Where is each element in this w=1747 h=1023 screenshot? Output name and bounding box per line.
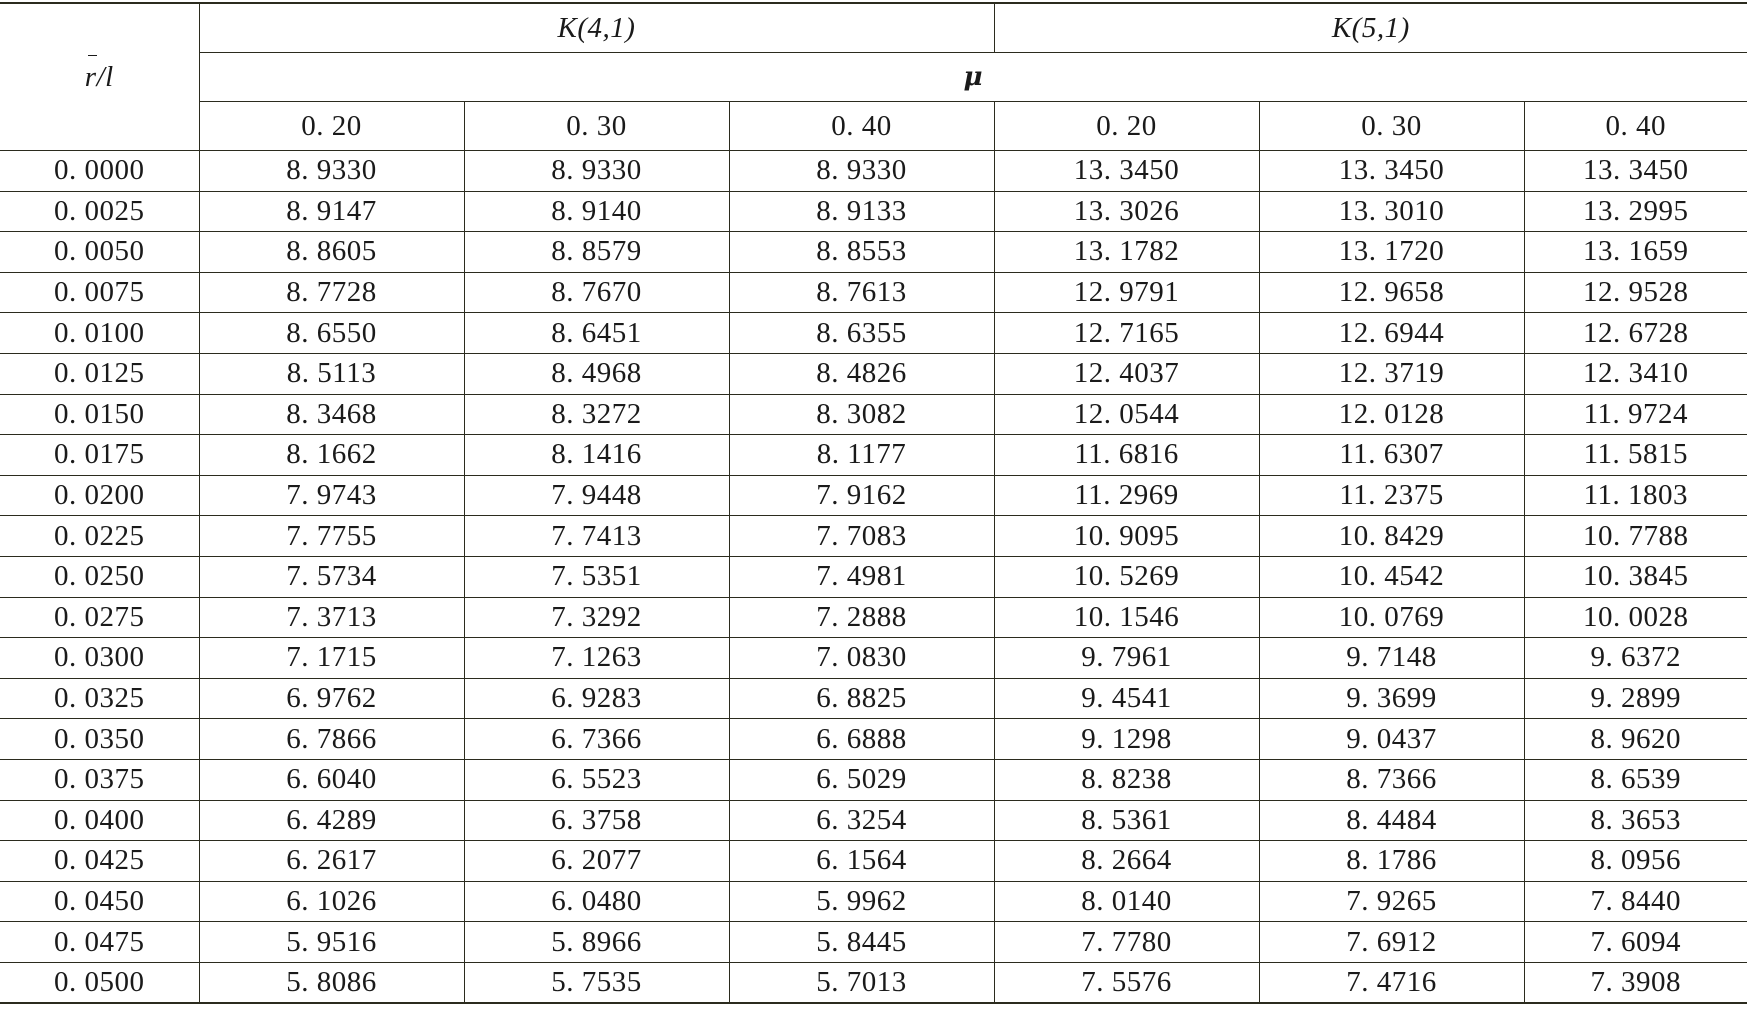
ratio-cell: 0. 0175 xyxy=(0,435,199,476)
ratio-cell: 0. 0300 xyxy=(0,638,199,679)
coefficient-cell: 6. 9762 xyxy=(199,678,464,719)
coefficient-cell: 8. 7728 xyxy=(199,272,464,313)
ratio-cell: 0. 0475 xyxy=(0,922,199,963)
mu-value-header: 0. 30 xyxy=(1259,102,1524,151)
table-header xyxy=(0,3,1747,151)
coefficient-cell: 9. 4541 xyxy=(994,678,1259,719)
coefficient-cell: 8. 1177 xyxy=(729,435,994,476)
coefficient-cell: 8. 8238 xyxy=(994,759,1259,800)
coefficient-cell: 11. 6307 xyxy=(1259,435,1524,476)
table-row xyxy=(0,475,1747,516)
table-row xyxy=(0,272,1747,313)
coefficient-cell: 8. 3082 xyxy=(729,394,994,435)
table-row xyxy=(0,638,1747,679)
mu-value-header: 0. 40 xyxy=(729,102,994,151)
coefficient-cell: 7. 0830 xyxy=(729,638,994,679)
coefficient-cell: 8. 4484 xyxy=(1259,800,1524,841)
coefficient-cell: 7. 9743 xyxy=(199,475,464,516)
coefficient-cell: 12. 0544 xyxy=(994,394,1259,435)
coefficient-cell: 6. 2617 xyxy=(199,841,464,882)
table-row xyxy=(0,922,1747,963)
coefficient-cell: 8. 6355 xyxy=(729,313,994,354)
ratio-cell: 0. 0050 xyxy=(0,232,199,273)
coefficient-cell: 10. 9095 xyxy=(994,516,1259,557)
coefficient-cell: 8. 9133 xyxy=(729,191,994,232)
coefficient-cell: 8. 0140 xyxy=(994,881,1259,922)
coefficient-cell: 6. 7366 xyxy=(464,719,729,760)
coefficient-cell: 12. 7165 xyxy=(994,313,1259,354)
table-row xyxy=(0,800,1747,841)
coefficient-cell: 8. 7613 xyxy=(729,272,994,313)
coefficient-cell: 8. 8605 xyxy=(199,232,464,273)
coefficient-cell: 7. 5576 xyxy=(994,962,1259,1003)
coefficient-cell: 8. 7366 xyxy=(1259,759,1524,800)
table-row xyxy=(0,232,1747,273)
coefficient-cell: 12. 3719 xyxy=(1259,353,1524,394)
coefficient-cell: 7. 5351 xyxy=(464,556,729,597)
coefficient-cell: 7. 4981 xyxy=(729,556,994,597)
coefficient-cell: 6. 2077 xyxy=(464,841,729,882)
coefficient-table xyxy=(0,2,1747,1004)
coefficient-cell: 12. 3410 xyxy=(1524,353,1747,394)
coefficient-table-container xyxy=(0,2,1747,1004)
coefficient-cell: 12. 4037 xyxy=(994,353,1259,394)
coefficient-cell: 8. 9620 xyxy=(1524,719,1747,760)
header-row-groups xyxy=(0,3,1747,53)
coefficient-cell: 6. 6888 xyxy=(729,719,994,760)
coefficient-cell: 12. 6944 xyxy=(1259,313,1524,354)
coefficient-cell: 9. 7961 xyxy=(994,638,1259,679)
coefficient-cell: 9. 1298 xyxy=(994,719,1259,760)
coefficient-cell: 5. 8086 xyxy=(199,962,464,1003)
ratio-cell: 0. 0025 xyxy=(0,191,199,232)
coefficient-cell: 8. 6451 xyxy=(464,313,729,354)
ratio-cell: 0. 0100 xyxy=(0,313,199,354)
coefficient-cell: 7. 6094 xyxy=(1524,922,1747,963)
ratio-cell: 0. 0125 xyxy=(0,353,199,394)
table-row xyxy=(0,191,1747,232)
table-row xyxy=(0,151,1747,192)
coefficient-cell: 12. 9528 xyxy=(1524,272,1747,313)
coefficient-cell: 12. 6728 xyxy=(1524,313,1747,354)
header-row-param-values xyxy=(0,102,1747,151)
stub-header-r: r xyxy=(84,60,97,93)
coefficient-cell: 13. 1782 xyxy=(994,232,1259,273)
ratio-cell: 0. 0400 xyxy=(0,800,199,841)
coefficient-cell: 7. 7413 xyxy=(464,516,729,557)
table-row xyxy=(0,313,1747,354)
coefficient-cell: 10. 7788 xyxy=(1524,516,1747,557)
coefficient-cell: 8. 6539 xyxy=(1524,759,1747,800)
coefficient-cell: 6. 4289 xyxy=(199,800,464,841)
coefficient-cell: 6. 1564 xyxy=(729,841,994,882)
ratio-cell: 0. 0325 xyxy=(0,678,199,719)
coefficient-cell: 8. 8553 xyxy=(729,232,994,273)
ratio-cell: 0. 0425 xyxy=(0,841,199,882)
coefficient-cell: 10. 0028 xyxy=(1524,597,1747,638)
ratio-cell: 0. 0450 xyxy=(0,881,199,922)
ratio-cell: 0. 0200 xyxy=(0,475,199,516)
ratio-cell: 0. 0150 xyxy=(0,394,199,435)
table-row xyxy=(0,353,1747,394)
coefficient-cell: 8. 8579 xyxy=(464,232,729,273)
stub-header-rest: /l xyxy=(96,60,114,93)
coefficient-cell: 5. 7013 xyxy=(729,962,994,1003)
coefficient-cell: 8. 5361 xyxy=(994,800,1259,841)
coefficient-cell: 9. 3699 xyxy=(1259,678,1524,719)
coefficient-cell: 9. 6372 xyxy=(1524,638,1747,679)
coefficient-cell: 7. 5734 xyxy=(199,556,464,597)
ratio-cell: 0. 0500 xyxy=(0,962,199,1003)
coefficient-cell: 5. 7535 xyxy=(464,962,729,1003)
ratio-cell: 0. 0075 xyxy=(0,272,199,313)
coefficient-cell: 10. 3845 xyxy=(1524,556,1747,597)
mu-value-header: 0. 30 xyxy=(464,102,729,151)
coefficient-cell: 13. 3010 xyxy=(1259,191,1524,232)
coefficient-cell: 7. 9265 xyxy=(1259,881,1524,922)
coefficient-cell: 8. 9330 xyxy=(729,151,994,192)
mu-value-header: 0. 40 xyxy=(1524,102,1747,151)
coefficient-cell: 8. 4968 xyxy=(464,353,729,394)
coefficient-cell: 5. 9516 xyxy=(199,922,464,963)
table-row xyxy=(0,719,1747,760)
table-row xyxy=(0,759,1747,800)
coefficient-cell: 7. 6912 xyxy=(1259,922,1524,963)
coefficient-cell: 8. 9140 xyxy=(464,191,729,232)
coefficient-cell: 8. 1662 xyxy=(199,435,464,476)
coefficient-cell: 7. 9162 xyxy=(729,475,994,516)
coefficient-cell: 12. 9658 xyxy=(1259,272,1524,313)
coefficient-cell: 13. 3450 xyxy=(1259,151,1524,192)
ratio-cell: 0. 0000 xyxy=(0,151,199,192)
mu-value-header: 0. 20 xyxy=(994,102,1259,151)
coefficient-cell: 7. 8440 xyxy=(1524,881,1747,922)
table-body xyxy=(0,151,1747,1004)
table-row xyxy=(0,556,1747,597)
coefficient-cell: 10. 0769 xyxy=(1259,597,1524,638)
coefficient-cell: 8. 0956 xyxy=(1524,841,1747,882)
coefficient-cell: 10. 5269 xyxy=(994,556,1259,597)
coefficient-cell: 12. 9791 xyxy=(994,272,1259,313)
table-row xyxy=(0,678,1747,719)
coefficient-cell: 8. 7670 xyxy=(464,272,729,313)
table-row xyxy=(0,841,1747,882)
coefficient-cell: 6. 5523 xyxy=(464,759,729,800)
coefficient-cell: 7. 1715 xyxy=(199,638,464,679)
coefficient-cell: 13. 1720 xyxy=(1259,232,1524,273)
coefficient-cell: 10. 1546 xyxy=(994,597,1259,638)
coefficient-cell: 7. 7780 xyxy=(994,922,1259,963)
coefficient-cell: 8. 3468 xyxy=(199,394,464,435)
coefficient-cell: 8. 1786 xyxy=(1259,841,1524,882)
coefficient-cell: 8. 4826 xyxy=(729,353,994,394)
param-symbol-header: μ xyxy=(199,53,1747,102)
table-row xyxy=(0,597,1747,638)
header-row-param xyxy=(0,53,1747,102)
table-row xyxy=(0,881,1747,922)
ratio-cell: 0. 0250 xyxy=(0,556,199,597)
coefficient-cell: 7. 3908 xyxy=(1524,962,1747,1003)
stub-header xyxy=(0,3,199,151)
table-row xyxy=(0,394,1747,435)
coefficient-cell: 11. 9724 xyxy=(1524,394,1747,435)
coefficient-cell: 13. 2995 xyxy=(1524,191,1747,232)
coefficient-cell: 5. 8445 xyxy=(729,922,994,963)
coefficient-cell: 6. 0480 xyxy=(464,881,729,922)
coefficient-cell: 5. 8966 xyxy=(464,922,729,963)
coefficient-cell: 10. 8429 xyxy=(1259,516,1524,557)
coefficient-cell: 9. 2899 xyxy=(1524,678,1747,719)
coefficient-cell: 11. 1803 xyxy=(1524,475,1747,516)
coefficient-cell: 8. 2664 xyxy=(994,841,1259,882)
ratio-cell: 0. 0225 xyxy=(0,516,199,557)
coefficient-cell: 8. 5113 xyxy=(199,353,464,394)
coefficient-cell: 6. 3758 xyxy=(464,800,729,841)
coefficient-cell: 13. 1659 xyxy=(1524,232,1747,273)
ratio-cell: 0. 0350 xyxy=(0,719,199,760)
coefficient-cell: 8. 9147 xyxy=(199,191,464,232)
ratio-cell: 0. 0375 xyxy=(0,759,199,800)
coefficient-cell: 8. 6550 xyxy=(199,313,464,354)
ratio-cell: 0. 0275 xyxy=(0,597,199,638)
coefficient-cell: 11. 2375 xyxy=(1259,475,1524,516)
coefficient-cell: 6. 3254 xyxy=(729,800,994,841)
coefficient-cell: 6. 9283 xyxy=(464,678,729,719)
coefficient-cell: 13. 3450 xyxy=(1524,151,1747,192)
table-row xyxy=(0,435,1747,476)
coefficient-cell: 12. 0128 xyxy=(1259,394,1524,435)
coefficient-cell: 11. 2969 xyxy=(994,475,1259,516)
coefficient-cell: 6. 5029 xyxy=(729,759,994,800)
coefficient-cell: 13. 3450 xyxy=(994,151,1259,192)
coefficient-cell: 7. 4716 xyxy=(1259,962,1524,1003)
coefficient-cell: 10. 4542 xyxy=(1259,556,1524,597)
coefficient-cell: 6. 6040 xyxy=(199,759,464,800)
coefficient-cell: 8. 3653 xyxy=(1524,800,1747,841)
coefficient-cell: 11. 6816 xyxy=(994,435,1259,476)
group-header-k51: K(5,1) xyxy=(994,3,1747,53)
coefficient-cell: 7. 3713 xyxy=(199,597,464,638)
coefficient-cell: 8. 1416 xyxy=(464,435,729,476)
coefficient-cell: 8. 9330 xyxy=(464,151,729,192)
coefficient-cell: 9. 7148 xyxy=(1259,638,1524,679)
coefficient-cell: 5. 9962 xyxy=(729,881,994,922)
coefficient-cell: 7. 7755 xyxy=(199,516,464,557)
group-header-k41: K(4,1) xyxy=(199,3,994,53)
coefficient-cell: 7. 3292 xyxy=(464,597,729,638)
coefficient-cell: 6. 7866 xyxy=(199,719,464,760)
table-row xyxy=(0,516,1747,557)
coefficient-cell: 6. 1026 xyxy=(199,881,464,922)
table-row xyxy=(0,962,1747,1003)
coefficient-cell: 8. 9330 xyxy=(199,151,464,192)
coefficient-cell: 13. 3026 xyxy=(994,191,1259,232)
coefficient-cell: 8. 3272 xyxy=(464,394,729,435)
coefficient-cell: 9. 0437 xyxy=(1259,719,1524,760)
coefficient-cell: 7. 9448 xyxy=(464,475,729,516)
coefficient-cell: 7. 2888 xyxy=(729,597,994,638)
mu-value-header: 0. 20 xyxy=(199,102,464,151)
coefficient-cell: 6. 8825 xyxy=(729,678,994,719)
coefficient-cell: 11. 5815 xyxy=(1524,435,1747,476)
coefficient-cell: 7. 1263 xyxy=(464,638,729,679)
coefficient-cell: 7. 7083 xyxy=(729,516,994,557)
